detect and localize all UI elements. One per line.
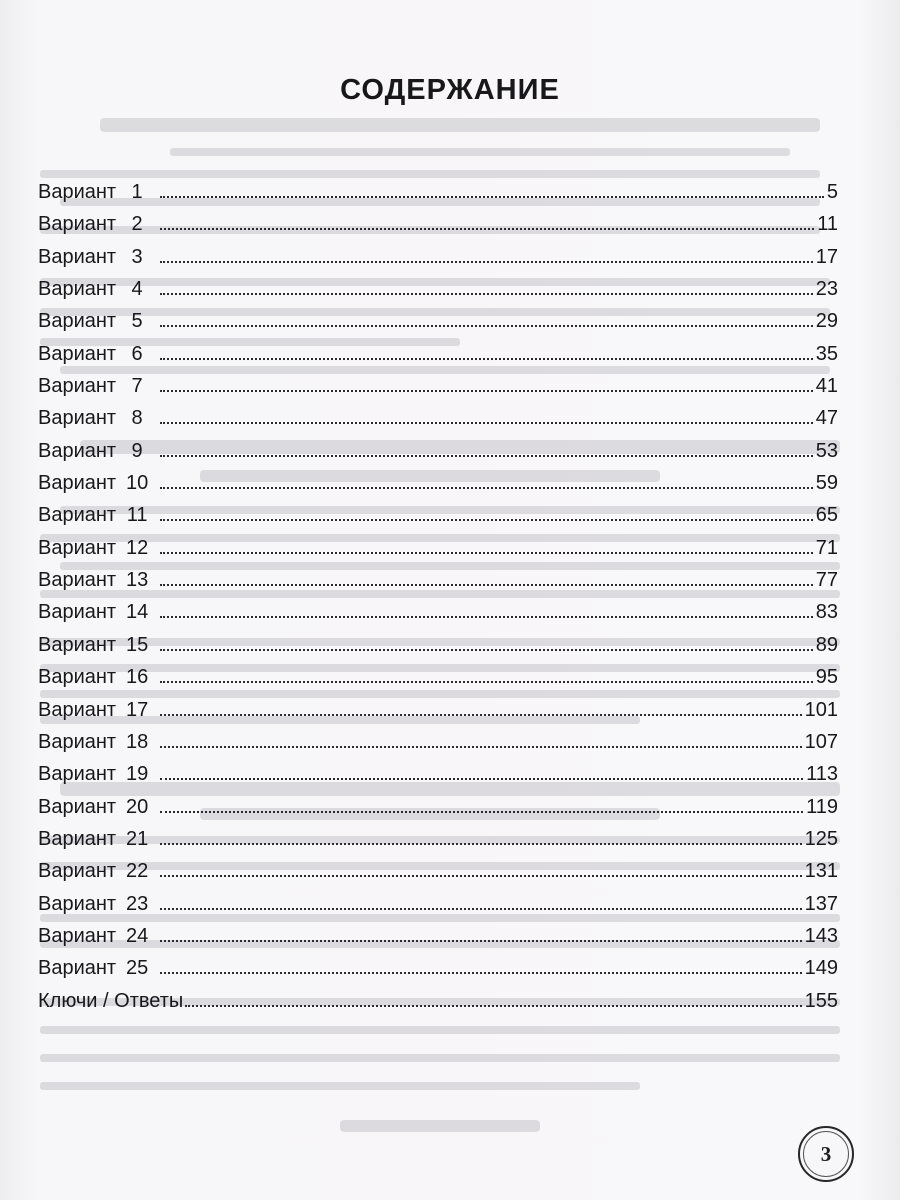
toc-entry [38,985,838,1017]
toc-entry-title: Вариант [38,633,117,656]
toc-dot-leader [160,389,813,392]
toc-entry-title: Вариант [38,795,117,818]
toc-dot-leader [160,551,813,554]
toc-entry-label [38,467,158,499]
toc-entry-page: 47 [815,407,838,430]
toc-entry-page: 41 [815,375,838,398]
toc-dot-leader [160,615,813,618]
toc-dot-leader [160,292,813,295]
toc-entry-page: 35 [815,342,838,365]
toc-entry-label [38,564,158,596]
toc-dot-leader [160,648,813,651]
toc-entry [38,208,838,240]
toc-entry-title: Вариант [38,375,117,398]
toc-entry-label [38,499,158,531]
toc-entry-page: 131 [804,860,838,883]
toc-dot-leader [160,454,813,457]
toc-dot-leader [160,357,813,360]
toc-entry [38,726,838,758]
toc-dot-leader [160,195,824,198]
toc-entry-number: 14 [125,601,149,624]
toc-entry-label [38,273,158,305]
toc-entry-label [38,855,158,887]
toc-entry-number: 12 [125,536,149,559]
toc-entry-label [38,629,158,661]
toc-entry-label [38,338,158,370]
toc-entry-number: 2 [131,213,143,236]
toc-entry-label [38,952,158,984]
toc-entry-page: 11 [817,213,838,236]
toc-entry-page: 137 [804,892,838,915]
toc-dot-leader [160,745,802,748]
toc-entry-page: 113 [806,763,838,786]
toc-entry [38,791,838,823]
toc-entry-label [38,370,158,402]
toc-dot-leader [160,874,802,877]
toc-entry-title: Вариант [38,730,117,753]
toc-dot-leader [160,260,813,263]
toc-dot-leader [160,777,803,780]
toc-entry-page: 29 [815,310,838,333]
toc-entry-number: 20 [125,795,149,818]
toc-entry [38,888,838,920]
toc-entry [38,435,838,467]
toc-entry-title: Вариант [38,666,117,689]
toc-entry-label [38,208,158,240]
toc-entry-number: 10 [125,472,149,495]
toc-entry-number: 13 [125,569,149,592]
toc-entry-page: 53 [815,439,838,462]
toc-dot-leader [160,842,802,845]
toc-entry [38,855,838,887]
toc-entry-number: 9 [131,439,143,462]
toc-entry [38,596,838,628]
toc-entry-title: Вариант [38,957,117,980]
page-title: СОДЕРЖАНИЕ [340,74,560,106]
toc-entry-title: Вариант [38,763,117,786]
toc-entry [38,920,838,952]
toc-entry-number: 7 [131,375,143,398]
toc-entry-number: 4 [131,278,143,301]
toc-entry-page: 23 [815,278,838,301]
toc-entry-page: 71 [815,536,838,559]
toc-entry-title: Вариант [38,569,117,592]
toc-entry-page: 89 [815,633,838,656]
toc-entry [38,402,838,434]
toc-entry-title: Вариант [38,698,117,721]
toc-entry-title: Вариант [38,504,117,527]
toc-entry-page: 77 [815,569,838,592]
toc-entry-page: 83 [815,601,838,624]
toc-entry-label [38,661,158,693]
toc-entry-title: Вариант [38,439,117,462]
toc-entry-title: Вариант [38,342,117,365]
toc-entry-number: 24 [125,924,149,947]
toc-entry-number: 25 [125,957,149,980]
toc-entry [38,661,838,693]
toc-entry [38,241,838,273]
toc-entry-number: 21 [125,827,149,850]
toc-entry-number: 17 [125,698,149,721]
toc-entry [38,629,838,661]
toc-entry-number: 6 [131,342,143,365]
toc-entry [38,305,838,337]
toc-entry-label [38,888,158,920]
toc-entry-label [38,920,158,952]
toc-dot-leader [160,810,803,813]
toc-dot-leader [160,971,802,974]
toc-entry [38,370,838,402]
toc-dot-leader [160,421,813,424]
table-of-contents [38,176,838,1017]
toc-entry [38,758,838,790]
toc-entry-page: 5 [826,181,838,203]
toc-entry-title: Вариант [38,245,117,268]
toc-dot-leader [160,680,813,683]
toc-dot-leader [160,324,813,327]
toc-entry-label [38,823,158,855]
toc-dot-leader [160,907,802,910]
toc-dot-leader [160,583,813,586]
toc-entry-page: 119 [806,795,838,818]
toc-entry-page: 155 [804,989,838,1012]
toc-entry-label [38,758,158,790]
toc-entry-page: 149 [804,957,838,980]
toc-entry [38,273,838,305]
toc-entry-page: 107 [804,730,838,753]
toc-entry-title: Вариант [38,536,117,559]
toc-entry-number: 1 [131,181,143,203]
toc-entry-label [38,726,158,758]
toc-entry-title: Вариант [38,601,117,624]
toc-entry [38,564,838,596]
toc-entry-label [38,791,158,823]
toc-entry [38,176,838,208]
toc-entry [38,694,838,726]
toc-entry-number: 5 [131,310,143,333]
toc-entry-page: 101 [804,698,838,721]
toc-entry-label [38,596,158,628]
toc-entry-title: Вариант [38,181,117,203]
toc-entry-title: Вариант [38,310,117,333]
toc-entry [38,532,838,564]
page-number-badge [798,1126,854,1182]
toc-dot-leader [160,227,814,230]
toc-entry-number: 11 [126,504,148,527]
toc-entry-number: 15 [125,633,149,656]
toc-entry-number: 3 [131,245,143,268]
toc-dot-leader [160,518,813,521]
toc-entry-label [38,532,158,564]
toc-entry [38,823,838,855]
toc-entry-label [38,402,158,434]
toc-entry-page: 95 [815,666,838,689]
toc-entry-title: Вариант [38,860,117,883]
toc-entry [38,467,838,499]
toc-entry-label [38,435,158,467]
page-number: 3 [803,1131,849,1177]
toc-entry-number: 22 [125,860,149,883]
toc-dot-leader [160,486,813,489]
toc-entry-title: Вариант [38,213,117,236]
toc-entry-page: 59 [815,472,838,495]
toc-entry-title: Вариант [38,827,117,850]
toc-entry-page: 143 [804,924,838,947]
toc-entry [38,338,838,370]
toc-entry-page: 17 [815,245,838,268]
toc-entry-title: Вариант [38,924,117,947]
toc-entry [38,952,838,984]
toc-entry-label [38,694,158,726]
toc-dot-leader [160,713,802,716]
toc-entry-page: 125 [804,827,838,850]
toc-entry-label [38,305,158,337]
toc-entry [38,499,838,531]
toc-entry-label [38,985,183,1017]
toc-entry-title: Вариант [38,407,117,430]
toc-entry-title: Вариант [38,278,117,301]
toc-entry-label [38,176,158,208]
toc-dot-leader [160,939,802,942]
toc-entry-number: 23 [125,892,149,915]
toc-entry-title: Ключи / Ответы [38,989,184,1012]
toc-entry-number: 8 [131,407,143,430]
toc-entry-number: 19 [125,763,149,786]
toc-entry-number: 16 [125,666,149,689]
toc-dot-leader [185,1004,801,1007]
toc-entry-title: Вариант [38,472,117,495]
toc-entry-label [38,241,158,273]
toc-entry-page: 65 [815,504,838,527]
toc-entry-title: Вариант [38,892,117,915]
toc-entry-number: 18 [125,730,149,753]
